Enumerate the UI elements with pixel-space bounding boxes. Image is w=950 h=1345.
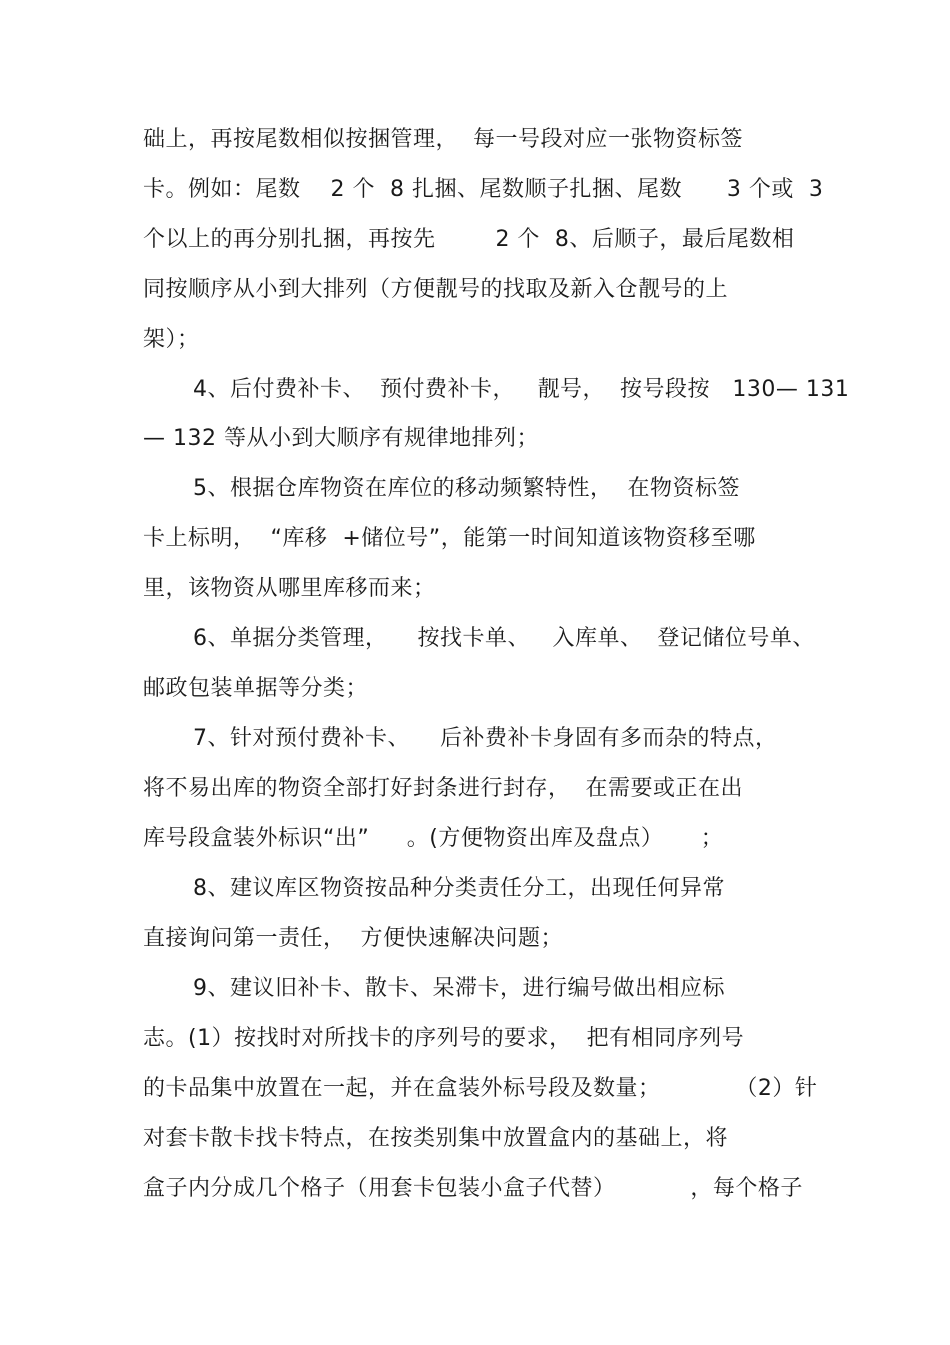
text-line: 4、后付费补卡、 预付费补卡， 靓号， 按号段按 130— 131 — [193, 377, 850, 402]
text-line: 直接询问第一责任， 方便快速解决问题； — [143, 926, 563, 951]
text-line: 志。(1）按找时对所找卡的序列号的要求， 把有相同序列号 — [143, 1026, 745, 1051]
text-line: 里，该物资从哪里库移而来； — [143, 576, 436, 601]
text-line: 同按顺序从小到大排列（方便靓号的找取及新入仓靓号的上 — [143, 277, 729, 302]
text-line: 将不易出库的物资全部打好封条进行封存， 在需要或正在出 — [143, 776, 743, 801]
text-line: 邮政包装单据等分类； — [143, 676, 369, 701]
text-line: 对套卡散卡找卡特点，在按类别集中放置盒内的基础上，将 — [143, 1126, 729, 1151]
text-line: 卡。例如：尾数 2 个 8 扎捆、尾数顺子扎捆、尾数 3 个或 3 — [143, 177, 824, 202]
text-line: — 132 等从小到大顺序有规律地排列； — [143, 426, 539, 451]
text-line: 6、单据分类管理， 按找卡单、 入库单、 登记储位号单、 — [193, 626, 815, 651]
text-line: 础上，再按尾数相似按捆管理， 每一号段对应一张物资标签 — [143, 127, 743, 152]
text-line: 个以上的再分别扎捆，再按先 2 个 8、后顺子，最后尾数相 — [143, 227, 795, 252]
text-line: 盒子内分成几个格子（用套卡包装小盒子代替） ，每个格子 — [143, 1176, 803, 1201]
text-line: 5、根据仓库物资在库位的移动频繁特性， 在物资标签 — [193, 476, 740, 501]
text-line: 的卡品集中放置在一起，并在盒装外标号段及数量； （2）针 — [143, 1076, 818, 1101]
text-line: 架）； — [143, 327, 200, 352]
text-line: 库号段盒装外标识“出” 。(方便物资出库及盘点） ； — [143, 826, 724, 851]
text-line: 9、建议旧补卡、散卡、呆滞卡，进行编号做出相应标 — [193, 976, 725, 1001]
text-line: 7、针对预付费补卡、 后补费补卡身固有多而杂的特点， — [193, 726, 778, 751]
text-line: 卡上标明， “库移 +储位号”，能第一时间知道该物资移至哪 — [143, 526, 756, 551]
text-line: 8、建议库区物资按品种分类责任分工，出现任何异常 — [193, 876, 725, 901]
